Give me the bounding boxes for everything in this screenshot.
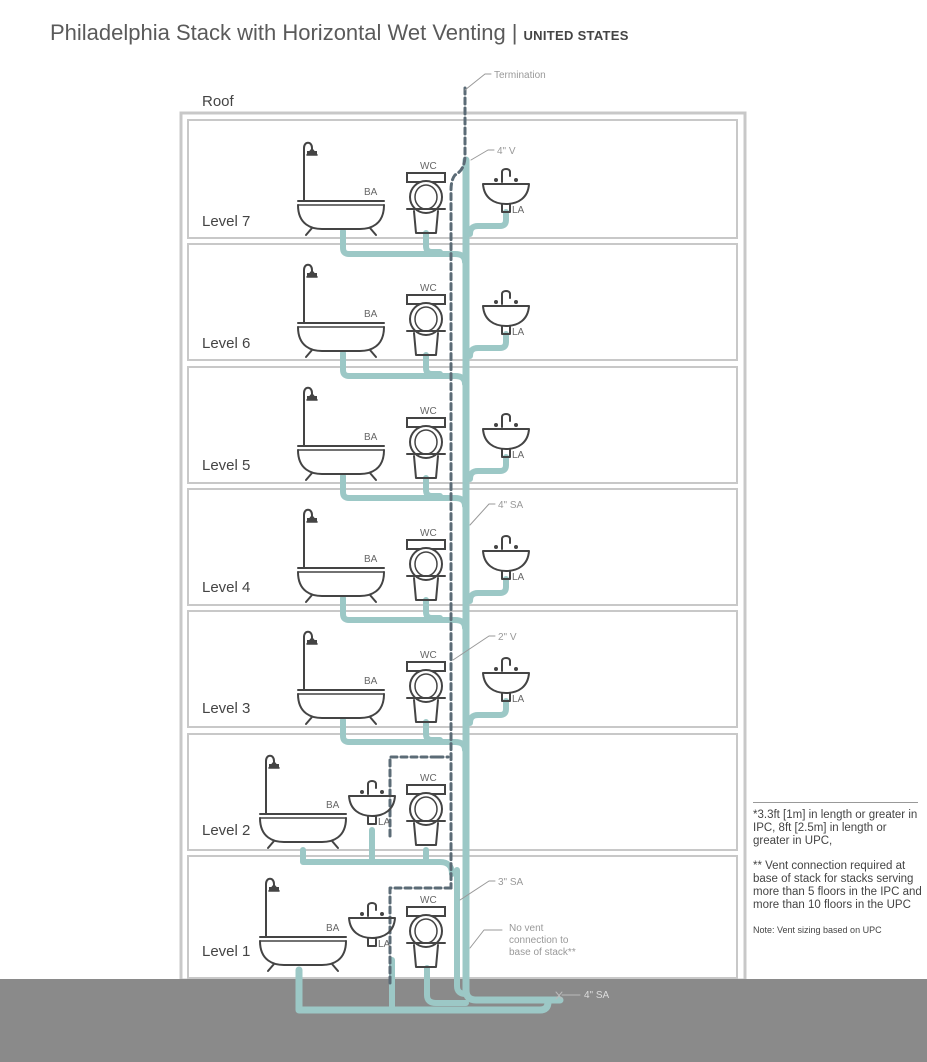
toilet-label: WC	[420, 406, 437, 417]
termination-callout-leader	[465, 74, 491, 90]
lavatory-label: LA	[512, 694, 525, 705]
no-vent-callout: No vent	[509, 923, 544, 934]
shower-head-fill	[307, 396, 317, 400]
no-vent-callout: base of stack**	[509, 947, 576, 958]
handle-right	[514, 300, 518, 304]
toilet-label: WC	[420, 773, 437, 784]
level-label: Level 1	[202, 943, 251, 960]
handle-left	[360, 790, 364, 794]
handle-right	[380, 790, 384, 794]
lavatory-label: LA	[378, 817, 391, 828]
shower-head-fill	[307, 151, 317, 155]
stack-4in-callout: 4" SA	[498, 500, 524, 511]
title-region: UNITED STATES	[523, 28, 629, 43]
stack-3in-callout: 3" SA	[498, 877, 524, 888]
handle-right	[514, 423, 518, 427]
lavatory-label: LA	[378, 939, 391, 950]
vent-2in-callout: 2" V	[498, 632, 517, 643]
level-label: Level 5	[202, 457, 251, 474]
level-label: Level 2	[202, 822, 251, 839]
bathtub-label: BA	[364, 187, 378, 198]
toilet-label: WC	[420, 650, 437, 661]
handle-left	[494, 667, 498, 671]
level-label: Level 7	[202, 213, 251, 230]
handle-left	[494, 178, 498, 182]
shower-head-fill	[307, 640, 317, 644]
bathtub-label: BA	[326, 923, 340, 934]
handle-left	[494, 423, 498, 427]
toilet-label: WC	[420, 283, 437, 294]
level-label: Level 3	[202, 700, 251, 717]
toilet-label: WC	[420, 895, 437, 906]
note-vent-sizing: Note: Vent sizing based on UPC	[753, 925, 882, 935]
building-drain-callout: 4" SA	[584, 990, 610, 1001]
handle-left	[360, 912, 364, 916]
handle-right	[380, 912, 384, 916]
shower-head-fill	[307, 518, 317, 522]
level-label: Level 4	[202, 579, 251, 596]
vent-4in-callout: 4" V	[497, 146, 516, 157]
lavatory-label: LA	[512, 450, 525, 461]
bathtub-label: BA	[326, 800, 340, 811]
toilet-label: WC	[420, 161, 437, 172]
roof-label: Roof	[202, 93, 234, 110]
no-vent-callout: connection to	[509, 935, 569, 946]
lavatory-label: LA	[512, 205, 525, 216]
notes-rule	[753, 802, 918, 803]
lavatory-label: LA	[512, 327, 525, 338]
handle-right	[514, 178, 518, 182]
title-separator: |	[511, 20, 518, 45]
note-vent-connection: ** Vent connection required at base of stack for stacks serving more than 5 floors in the IPC and more than 10 floors in the UPC	[753, 860, 922, 911]
bathtub-label: BA	[364, 309, 378, 320]
lavatory-label: LA	[512, 572, 525, 583]
termination-callout: Termination	[494, 70, 546, 81]
level-label: Level 6	[202, 335, 251, 352]
diagram-title: Philadelphia Stack with Horizontal Wet Venting	[50, 20, 506, 45]
handle-left	[494, 545, 498, 549]
handle-left	[494, 300, 498, 304]
notes-panel	[753, 809, 923, 949]
bathtub-label: BA	[364, 554, 378, 565]
toilet-label: WC	[420, 528, 437, 539]
shower-head-fill	[269, 887, 279, 891]
handle-right	[514, 545, 518, 549]
shower-head-fill	[307, 273, 317, 277]
bathtub-label: BA	[364, 676, 378, 687]
note-length: *3.3ft [1m] in length or greater in IPC, 8ft [2.5m] in length or greater in UPC,	[753, 809, 918, 847]
shower-head-fill	[269, 764, 279, 768]
bathtub-label: BA	[364, 432, 378, 443]
handle-right	[514, 667, 518, 671]
